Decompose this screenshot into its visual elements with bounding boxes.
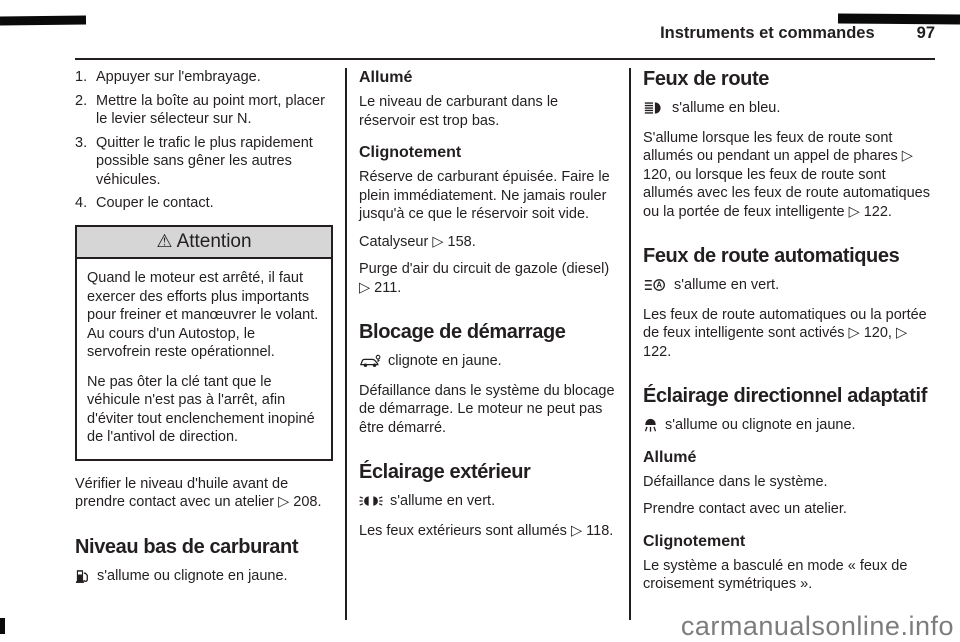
indicator-row-exterior-lighting <box>359 492 617 511</box>
attention-box <box>75 225 333 461</box>
content-columns <box>75 68 935 620</box>
list-item <box>75 68 333 87</box>
watermark: carmanualsonline.info <box>680 611 954 641</box>
subheading-lit: Allumé <box>643 448 697 466</box>
step-text: Quitter le trafic le plus rapidement possible sans gêner les autres véhicules. <box>96 134 313 188</box>
column-divider <box>345 68 347 620</box>
step-text: Couper le contact. <box>96 195 214 211</box>
auto-high-beam-icon <box>643 278 667 292</box>
step-number: 1. <box>75 69 88 85</box>
subheading-lit: Allumé <box>359 69 413 86</box>
high-beam-icon <box>643 101 665 115</box>
attention-paragraph: Quand le moteur est arrêté, il faut exercer des efforts plus importants pour freiner et manœuvrer le volant. Au cours d'un Autostop, le servofrein reste opérationnel. <box>87 270 319 360</box>
heading-low-fuel: Niveau bas de carburant <box>75 535 299 558</box>
heading-auto-high-beam: Feux de route automatiques <box>643 245 900 267</box>
fuel-pump-icon <box>75 568 90 584</box>
indicator-text: s'allume en vert. <box>674 277 780 293</box>
indicator-row-immobilizer <box>359 352 617 371</box>
list-item <box>75 194 333 213</box>
indicator-text: s'allume en bleu. <box>672 100 781 116</box>
column-3 <box>643 68 931 620</box>
header-rule <box>75 58 935 60</box>
subheading-flashing: Clignotement <box>359 144 462 161</box>
attention-box-header <box>77 227 331 260</box>
svg-text:A: A <box>656 280 662 290</box>
page-header <box>75 24 935 43</box>
immobilizer-icon <box>359 354 381 368</box>
subheading-flashing: Clignotement <box>643 532 746 550</box>
afl-icon <box>643 417 658 433</box>
body-text: S'allume lorsque les feux de route sont allumés ou pendant un appel de phares ▷ 120, ou lorsque les feux de route sont allumés avec les feux de route automatiques ou la portée de feux intelligente ▷ 122. <box>643 129 930 220</box>
indicator-row-adaptive-forward-lighting <box>643 416 931 435</box>
scan-artifact <box>838 13 960 24</box>
body-text: Réserve de carburant épuisée. Faire le plein immédiatement. Ne jamais rouler jusqu'à ce que le réservoir soit vide. <box>359 169 610 222</box>
attention-title: Attention <box>176 230 252 252</box>
body-text: Les feux de route automatiques ou la portée de feux intelligente sont activés ▷ 120, ▷ 122. <box>643 306 927 360</box>
body-text: Défaillance dans le système. <box>643 473 828 490</box>
attention-box-body <box>77 259 331 459</box>
step-text: Mettre la boîte au point mort, placer le levier sélecteur sur N. <box>96 92 325 127</box>
step-number: 2. <box>75 92 88 109</box>
heading-exterior-lighting: Éclairage extérieur <box>359 461 531 483</box>
body-text: Les feux extérieurs sont allumés ▷ 118. <box>359 522 614 539</box>
oil-check-note: Vérifier le niveau d'huile avant de prendre contact avec un atelier ▷ 208. <box>75 475 322 510</box>
list-item <box>75 134 333 190</box>
cross-reference: Catalyseur ▷ 158. <box>359 233 476 250</box>
body-text: Le système a basculé en mode « feux de croisement symétriques ». <box>643 557 908 592</box>
indicator-text: clignote en jaune. <box>388 353 502 369</box>
list-item <box>75 92 333 129</box>
body-text: Prendre contact avec un atelier. <box>643 501 847 517</box>
indicator-row-auto-high-beam <box>643 276 931 295</box>
step-list <box>75 68 333 213</box>
column-divider <box>629 68 631 620</box>
column-2 <box>359 68 617 620</box>
indicator-row-low-fuel <box>75 567 333 586</box>
indicator-text: s'allume en vert. <box>390 493 496 509</box>
body-text: Le niveau de carburant dans le réservoir est trop bas. <box>359 94 559 129</box>
attention-paragraph: Ne pas ôter la clé tant que le véhicule n'est pas à l'arrêt, afin d'éviter tout enclenchement inopiné de l'antivol de direction. <box>87 373 315 445</box>
indicator-text: s'allume ou clignote en jaune. <box>97 567 288 584</box>
scan-artifact <box>0 618 5 634</box>
exterior-lights-icon <box>359 494 383 508</box>
scan-artifact <box>0 16 86 26</box>
cross-reference: Purge d'air du circuit de gazole (diesel) ▷ 211. <box>359 261 610 296</box>
heading-high-beam: Feux de route <box>643 68 769 90</box>
indicator-text: s'allume ou clignote en jaune. <box>665 417 856 433</box>
page-title: Instruments et commandes <box>660 24 875 42</box>
body-text: Défaillance dans le système du blocage de démarrage. Le moteur ne peut pas être démarré. <box>359 382 615 436</box>
heading-immobilizer: Blocage de démarrage <box>359 321 566 343</box>
step-number: 4. <box>75 195 88 211</box>
step-number: 3. <box>75 134 88 151</box>
warning-triangle-icon: ⚠ <box>156 230 173 251</box>
page-number: 97 <box>916 24 935 42</box>
column-1 <box>75 68 333 620</box>
indicator-row-high-beam <box>643 99 931 118</box>
step-text: Appuyer sur l'embrayage. <box>96 69 261 85</box>
heading-adaptive-forward-lighting: Éclairage directionnel adaptatif <box>643 385 927 407</box>
